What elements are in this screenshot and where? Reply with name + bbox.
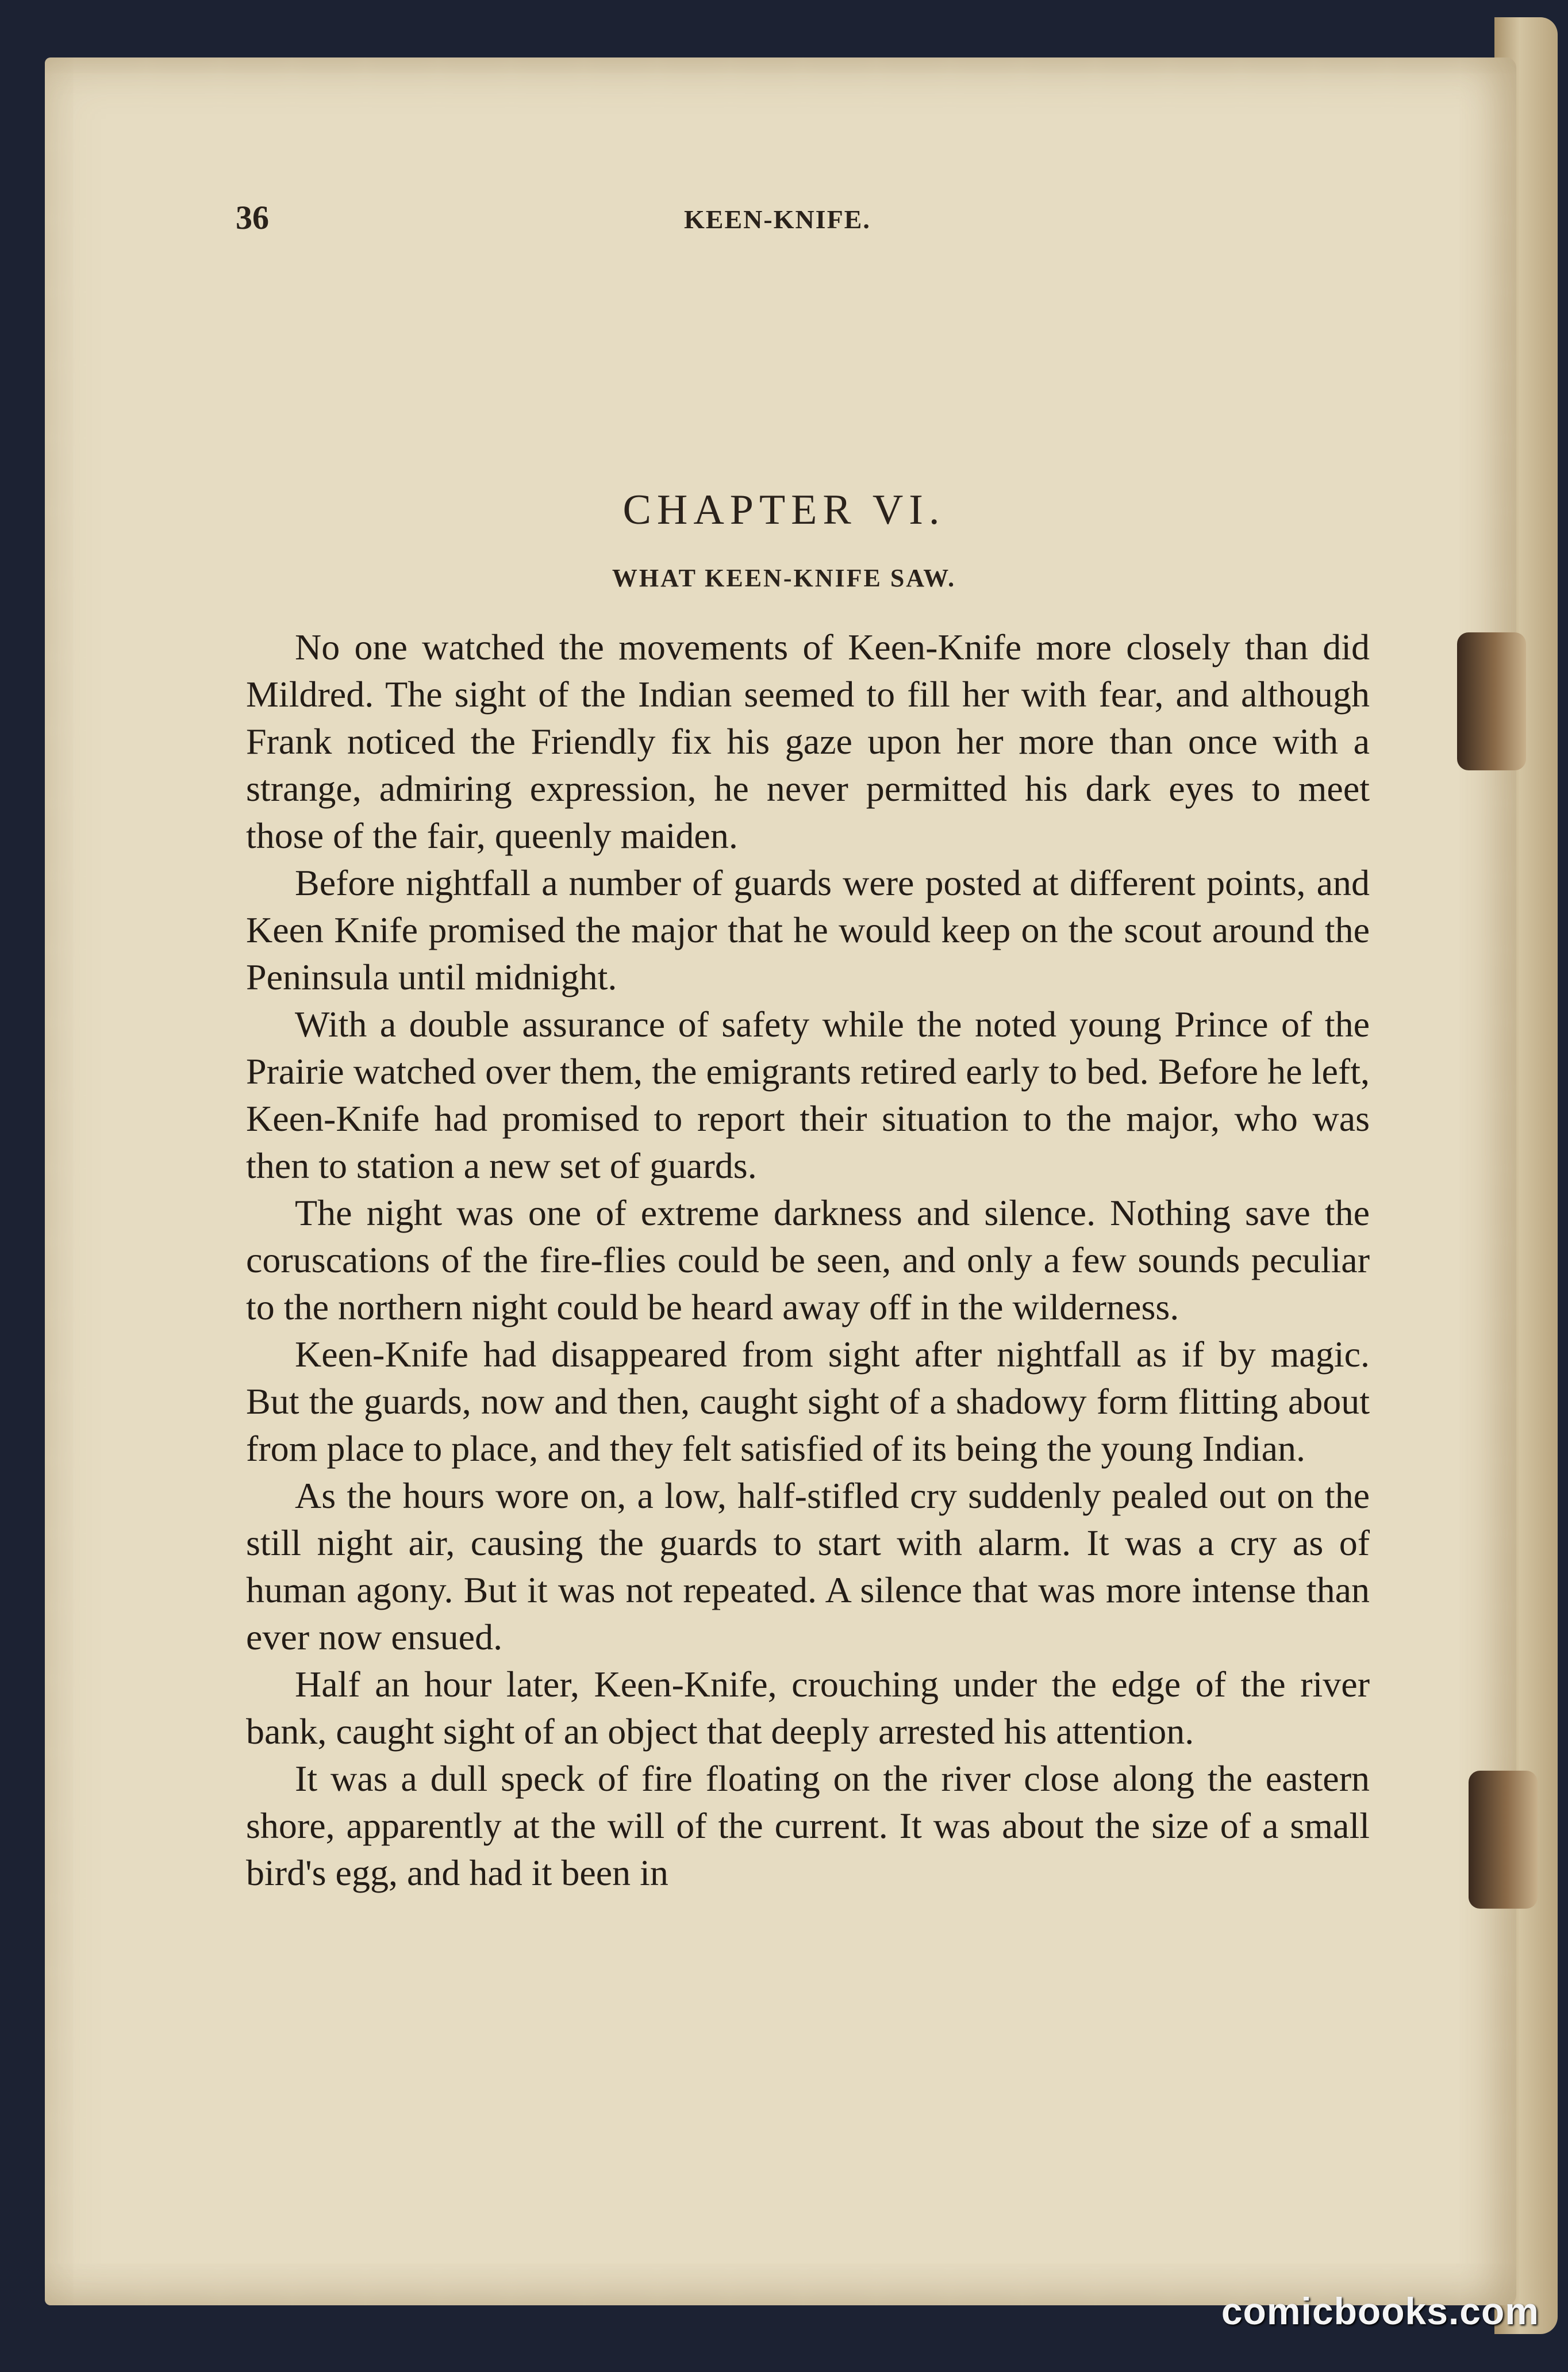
- running-head: [236, 198, 1385, 239]
- paragraph: It was a dull speck of fire floating on the river close along the eastern shore, apparently at the will of the current. It was about the size of a small bird's egg, and had it been in: [246, 1758, 1370, 1893]
- paragraph: Keen-Knife had disappeared from sight after nightfall as if by magic. But the guards, now and then, caught sight of a shadowy form flitting about from place to place, and they felt satisfied of its being the young Indian.: [246, 1334, 1370, 1469]
- chapter-subtitle: WHAT KEEN-KNIFE SAW.: [612, 564, 956, 592]
- paragraph: Half an hour later, Keen-Knife, crouching under the edge of the river bank, caught sight of an object that deeply arrested his attention.: [246, 1664, 1370, 1752]
- paragraph: The night was one of extreme darkness and silence. Nothing save the coruscations of the fire-flies could be seen, and only a few sounds peculiar to the northern night could be heard away off in the wilderness.: [246, 1192, 1370, 1327]
- page-number: 36: [236, 199, 269, 236]
- binding-tear-top: [1457, 632, 1526, 770]
- paragraph: As the hours wore on, a low, half-stifled cry suddenly pealed out on the still night air, causing the guards to start with alarm. It was a cry as of human agony. But it was not repeated. A silence that was more intense than ever now ensued.: [246, 1475, 1370, 1657]
- running-title: KEEN-KNIFE.: [684, 205, 871, 234]
- chapter-title: CHAPTER VI.: [622, 486, 946, 533]
- body-text: [246, 624, 1370, 1897]
- paragraph: Before nightfall a number of guards were posted at different points, and Keen Knife promised the major that he would keep on the scout around the Peninsula until midnight.: [246, 862, 1370, 997]
- watermark: comicbooks.com: [1221, 2290, 1539, 2332]
- paragraph: No one watched the movements of Keen-Knife more closely than did Mildred. The sight of the Indian seemed to fill her with fear, and although Frank noticed the Friendly fix his gaze upon her more than once with a strange, admiring expression, he never permitted his dark eyes to meet those of the fair, queenly maiden.: [246, 627, 1370, 856]
- paragraph: With a double assurance of safety while the noted young Prince of the Prairie watched over them, the emigrants retired early to bed. Before he left, Keen-Knife had promised to report their situation to the major, who was then to station a new set of guards.: [246, 1004, 1370, 1186]
- binding-tear-bottom: [1469, 1771, 1538, 1909]
